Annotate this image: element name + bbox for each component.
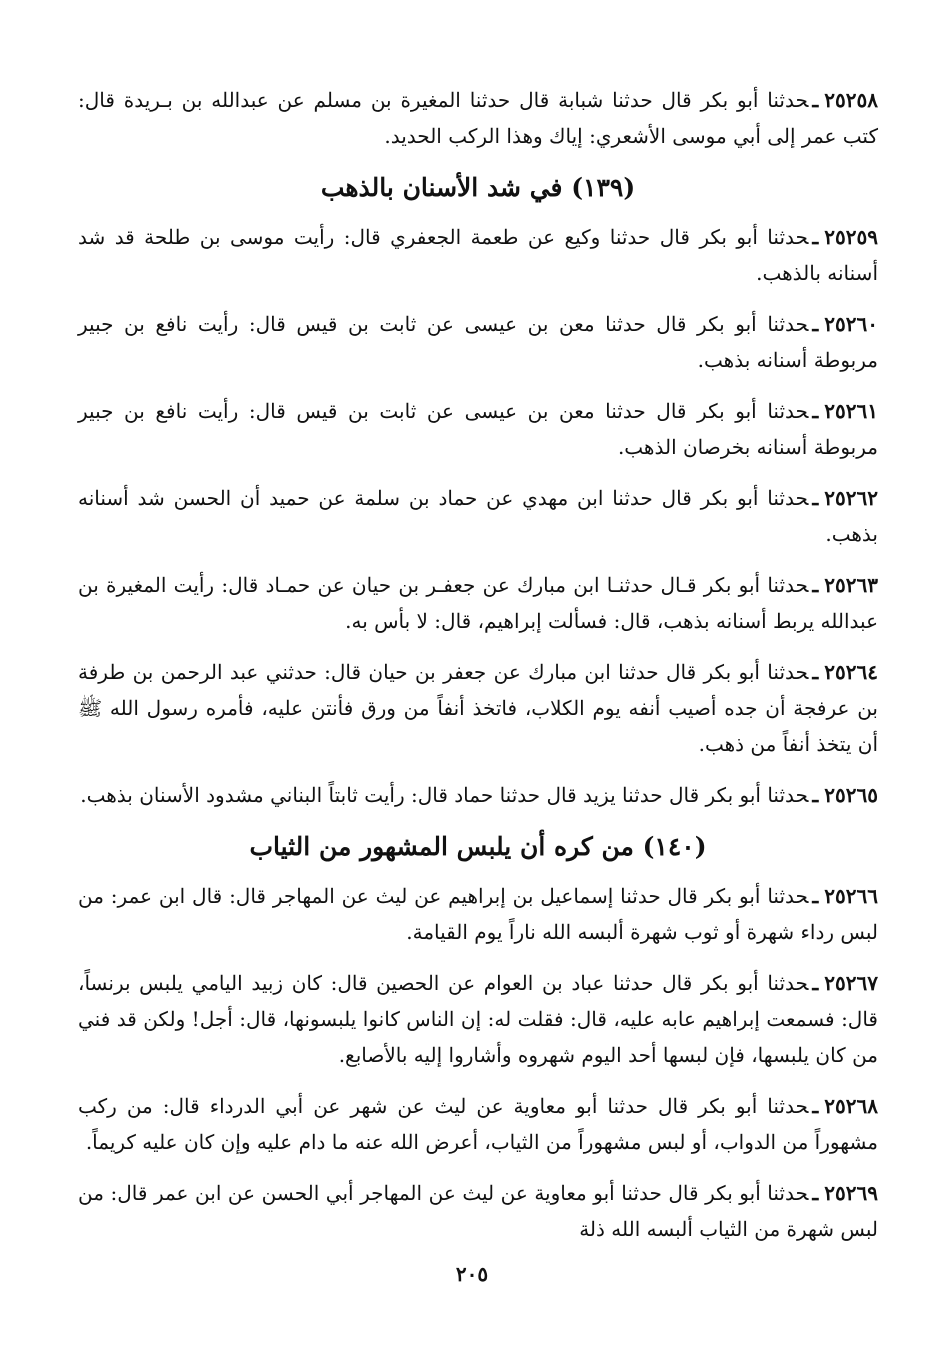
entry-dash: ـ (812, 660, 819, 684)
entry-text: حدثنا أبو بكر قال حدثنا شبابة قال حدثنا المغيرة بن مسلم عن عبدالله بن بـريدة قال: كتب عمر إلى أبي موسى الأشعري: إياك وهذا الركب الحديد. (78, 88, 878, 148)
entry-text: حدثنا أبو بكر قال حدثنا معن بن عيسى عن ثابت بن قيس قال: رأيت نافع بن جبير مربوطة أسنانه بخرصان الذهب. (78, 399, 878, 459)
entry-number: ٢٥٢٦٢ (824, 486, 878, 510)
entry-dash: ـ (812, 88, 819, 112)
hadith-entry (78, 1088, 878, 1160)
entry-number: ٢٥٢٦٨ (824, 1094, 878, 1118)
page-content (78, 82, 878, 1247)
entry-number: ٢٥٢٦٩ (824, 1181, 878, 1205)
entry-dash: ـ (812, 884, 819, 908)
entry-number: ٢٥٢٦٤ (824, 660, 878, 684)
entry-dash: ـ (812, 573, 819, 597)
entry-number: ٢٥٢٦١ (824, 399, 878, 423)
section-heading: (١٤٠) من كره أن يلبس المشهور من الثياب (249, 832, 707, 861)
hadith-entry (78, 306, 878, 378)
hadith-entry (78, 480, 878, 552)
section-heading: (١٣٩) في شد الأسنان بالذهب (320, 173, 636, 202)
entry-dash: ـ (812, 399, 819, 423)
hadith-entry (78, 219, 878, 291)
hadith-entry (78, 567, 878, 639)
entry-text: حدثنا أبو بكر قال حدثنا إسماعيل بن إبراهيم عن ليث عن المهاجر قال: قال ابن عمر: من لبس رداء شهرة أو ثوب شهرة ألبسه الله ناراً يوم القيامة. (78, 884, 878, 944)
entry-text: حدثنا أبو بكر قال حدثنا ابن مبارك عن جعفر بن حيان قال: حدثني عبد الرحمن بن طرفة بن عرفجة أن جده أصيب أنفه يوم الكلاب، فاتخذ أنفاً من ورق فأنتن عليه، فأمره رسول الله ﷺ أن يتخذ أنفاً من ذهب. (78, 660, 878, 756)
hadith-entry (78, 777, 878, 813)
hadith-entry (78, 393, 878, 465)
entry-dash: ـ (812, 783, 819, 807)
entry-dash: ـ (812, 312, 819, 336)
entry-dash: ـ (812, 486, 819, 510)
entry-text: حدثنا أبو بكر قال حدثنا أبو معاوية عن ليث عن شهر عن أبي الدرداء قال: من ركب مشهوراً من الدواب، أو لبس مشهوراً من الثياب، أعرض الله عنه ما دام عليه وإن كان عليه كريماً. (78, 1094, 878, 1154)
page-number: ٢٠٥ (455, 1262, 489, 1286)
entry-text: حدثنا أبو بكر قال حدثنا عباد بن العوام عن الحصين قال: كان زبيد اليامي يلبس برنساً، قال: فسمعت إبراهيم عابه عليه، قال: فقلت له: إن الناس كانوا يلبسونها، قال: أجل! ولكن قد فني من كان يلبسها، فإن لبسها أحد اليوم شهروه وأشاروا إليه بالأصابع. (78, 971, 878, 1067)
entry-number: ٢٥٢٦٥ (824, 783, 878, 807)
entry-number: ٢٥٢٦٧ (824, 971, 878, 995)
hadith-entry (78, 878, 878, 950)
entry-dash: ـ (812, 1094, 819, 1118)
entry-text: حدثنا أبو بكر قـال حدثنـا ابن مبارك عن جعفـر بن حيان عن حمـاد قال: رأيت المغيرة بن عبدالله يربط أسنانه بذهب، قال: فسألت إبراهيم، قال: لا بأس به. (78, 573, 878, 633)
entry-text: حدثنا أبو بكر قال حدثنا وكيع عن طعمة الجعفري قال: رأيت موسى بن طلحة قد شد أسنانه بالذهب. (78, 225, 878, 285)
entry-text: حدثنا أبو بكر قال حدثنا يزيد قال حدثنا حماد قال: رأيت ثابتاً البناني مشدود الأسنان بذهب. (80, 783, 809, 807)
entry-number: ٢٥٢٦٦ (824, 884, 878, 908)
entry-number: ٢٥٢٥٨ (824, 88, 878, 112)
hadith-entry (78, 654, 878, 762)
entry-dash: ـ (812, 1181, 819, 1205)
entry-text: حدثنا أبو بكر قال حدثنا معن بن عيسى عن ثابت بن قيس قال: رأيت نافع بن جبير مربوطة أسنانه بذهب. (78, 312, 878, 372)
entry-dash: ـ (812, 225, 819, 249)
entry-number: ٢٥٢٦٣ (824, 573, 878, 597)
entry-number: ٢٥٢٥٩ (824, 225, 878, 249)
hadith-entry (78, 82, 878, 154)
entry-text: حدثنا أبو بكر قال حدثنا ابن مهدي عن حماد بن سلمة عن حميد أن الحسن شد أسنانه بذهب. (78, 486, 878, 546)
hadith-entry (78, 1175, 878, 1247)
entry-text: حدثنا أبو بكر قال حدثنا أبو معاوية عن ليث عن المهاجر أبي الحسن عن ابن عمر قال: من لبس شهرة من الثياب ألبسه الله ذلة (78, 1181, 878, 1241)
hadith-entry (78, 965, 878, 1073)
entry-number: ٢٥٢٦٠ (824, 312, 878, 336)
entry-dash: ـ (812, 971, 819, 995)
